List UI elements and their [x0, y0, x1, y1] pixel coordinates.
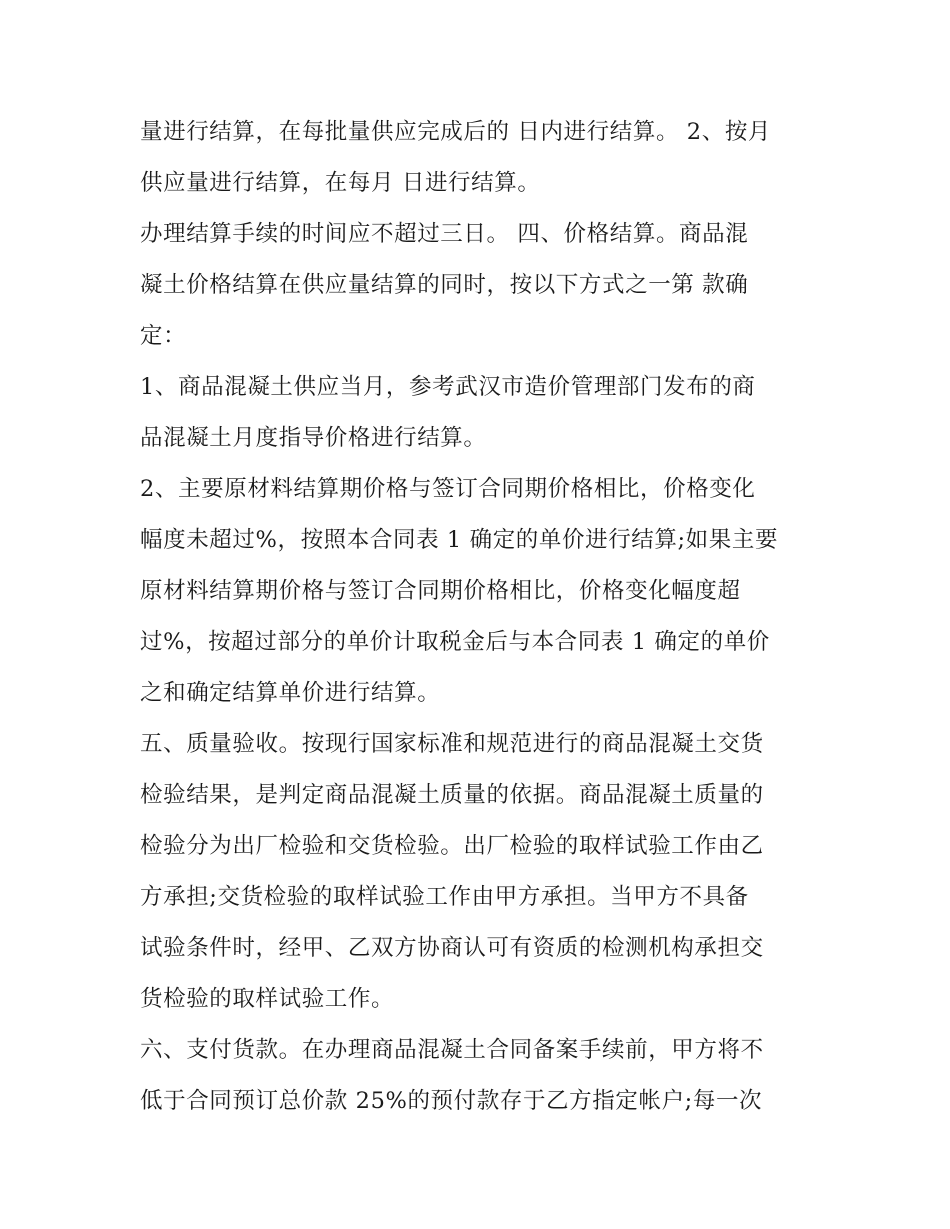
text-line: 供应量进行结算，在每月 日进行结算。 [140, 170, 541, 196]
text-line: 六、支付货款。在办理商品混凝土合同备案手续前，甲方将不 [140, 1037, 764, 1063]
text-line: 1、商品混凝土供应当月，参考武汉市造价管理部门发布的商 [140, 374, 756, 400]
text-line: 低于合同预订总价款 25%的预付款存于乙方指定帐户;每一次 [140, 1088, 763, 1114]
text-line: 办理结算手续的时间应不超过三日。 四、价格结算。商品混 [140, 221, 749, 247]
text-line: 过%，按超过部分的单价计取税金后与本合同表 1 确定的单价 [140, 629, 770, 655]
text-line: 凝土价格结算在供应量结算的同时，按以下方式之一第 款确 [140, 272, 749, 298]
text-line: 五、质量验收。按现行国家标准和规范进行的商品混凝土交货 [140, 731, 764, 757]
text-line: 方承担;交货检验的取样试验工作由甲方承担。当甲方不具备 [140, 884, 749, 910]
text-line: 检验结果，是判定商品混凝土质量的依据。商品混凝土质量的 [140, 782, 764, 808]
document-body [140, 107, 830, 1127]
text-line: 检验分为出厂检验和交货检验。出厂检验的取样试验工作由乙 [140, 833, 764, 859]
text-line: 定： [140, 323, 187, 349]
text-line: 幅度未超过%，按照本合同表 1 确定的单价进行结算;如果主要 [140, 527, 779, 553]
text-line: 品混凝土月度指导价格进行结算。 [140, 425, 487, 451]
text-line: 2、主要原材料结算期价格与签订合同期价格相比，价格变化 [140, 476, 756, 502]
text-line: 之和确定结算单价进行结算。 [140, 680, 441, 706]
text-line: 量进行结算，在每批量供应完成后的 日内进行结算。 2、按月 [140, 119, 772, 145]
text-line: 试验条件时，经甲、乙双方协商认可有资质的检测机构承担交 [140, 935, 764, 961]
text-line: 原材料结算期价格与签订合同期价格相比，价格变化幅度超 [140, 578, 741, 604]
text-line: 货检验的取样试验工作。 [140, 986, 395, 1012]
